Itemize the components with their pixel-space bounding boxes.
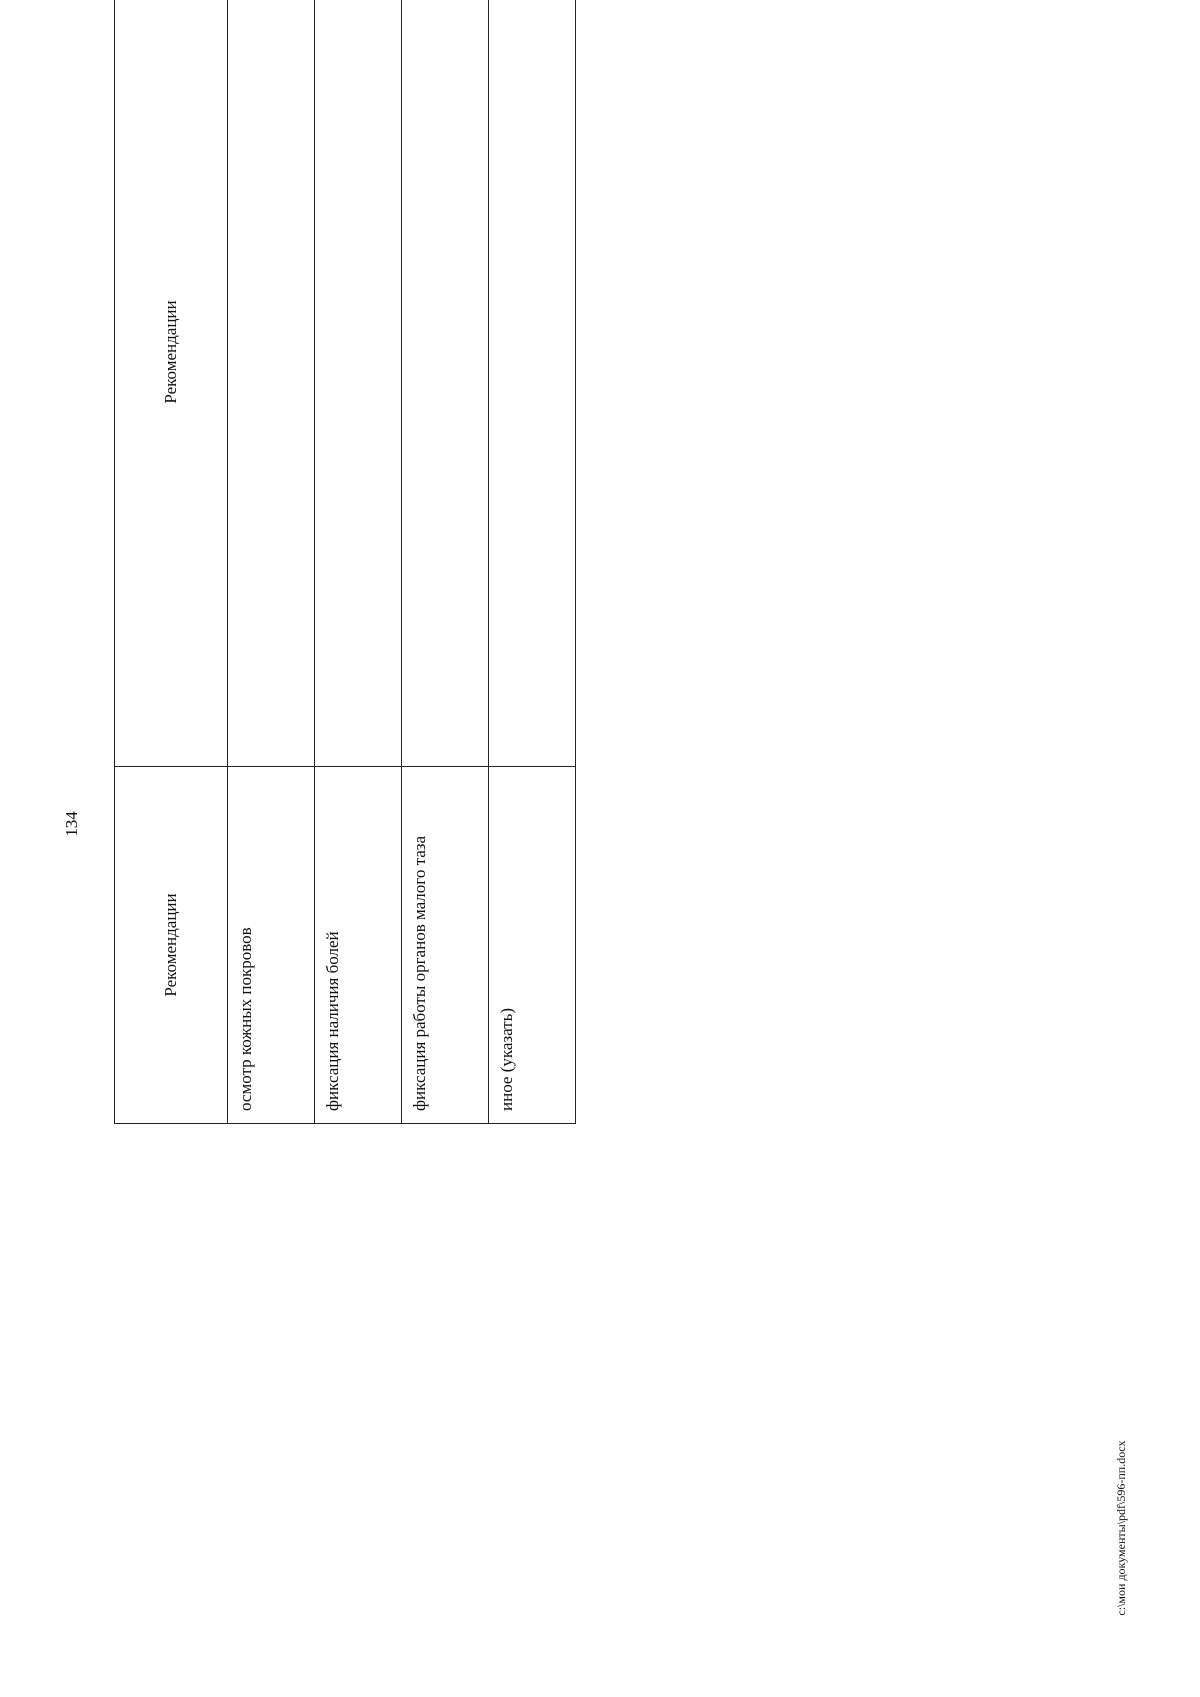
header-recommendations-details: Рекомендации [115,0,228,767]
table-row [315,0,402,1124]
table-cell: иное (указать) [489,767,576,1124]
table-row [228,0,315,1124]
table-cell [228,0,315,767]
recommendations-table [114,0,576,1124]
table-cell: осмотр кожных покровов [228,767,315,1124]
table-cell: фиксация работы органов малого таза [402,767,489,1124]
table-cell [402,0,489,767]
page-number: 134 [62,811,81,837]
table-cell [315,0,402,767]
footer-file-path: c:\мои документы\pdf\596-пп.docx [1114,1440,1128,1616]
recommendations-table-container [114,0,570,1124]
table-header-row [115,0,228,1124]
table-cell [489,0,576,767]
table-cell: фиксация наличия болей [315,767,402,1124]
table-row [489,0,576,1124]
table-row [402,0,489,1124]
header-recommendations: Рекомендации [115,767,228,1124]
